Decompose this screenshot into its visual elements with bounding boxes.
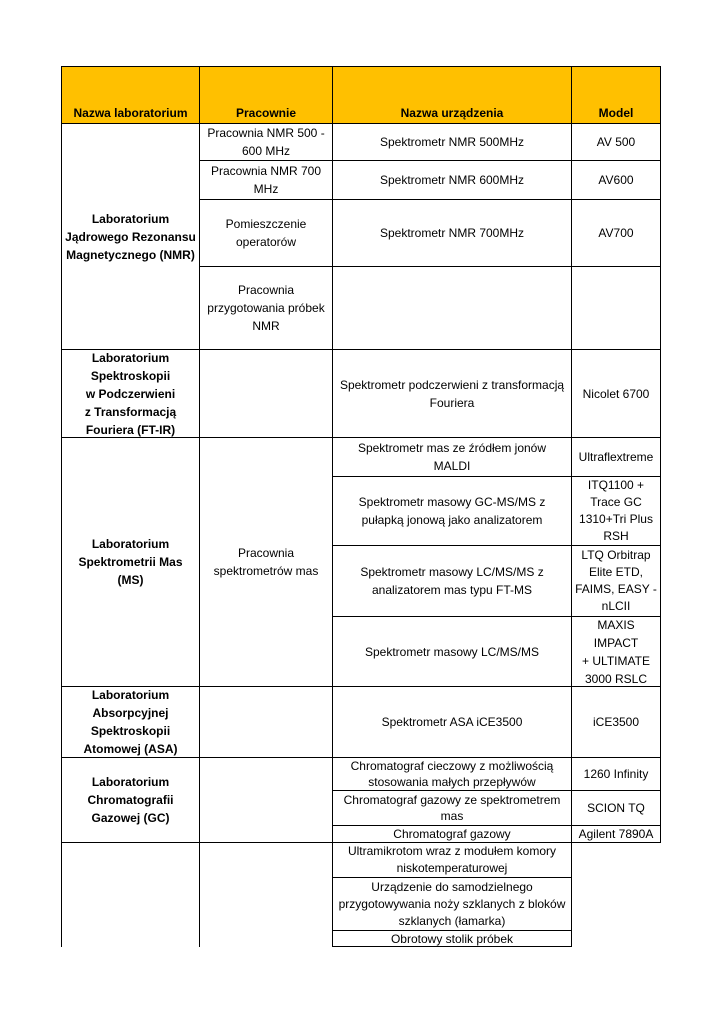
device-row: Spektrometr masowy LC/MS/MS z analizatorem mas typu FT-MS [360,565,544,597]
device-row: Spektrometr NMR 700MHz [379,226,525,240]
room-nmr-sample-prep: Pracownia przygotowania próbek NMR [207,283,325,333]
lab-ftir: Laboratorium Spektroskopii w Podczerwieni z Transformacją Fouriera (FT-IR) [84,350,177,437]
model-cell: LTQ Orbitrap Elite ETD, FAIMS, EASY - nLCII [575,548,657,613]
grid-line [332,825,661,826]
model-cell: AV600 [598,173,634,187]
grid-line [199,160,661,161]
model-cell: SCION TQ [587,801,645,815]
grid-line [332,930,572,931]
device-row: Spektrometr NMR 600MHz [379,173,525,187]
device-row: Spektrometr mas ze źródłem jonów MALDI [357,441,547,473]
header-model: Model [572,66,660,123]
model-cell: Agilent 7890A [578,827,654,841]
model-cell: Nicolet 6700 [582,386,650,401]
grid-line [199,66,200,947]
grid-line [332,790,661,791]
lab-ms: Laboratorium Spektrometrii Mas (MS) [78,537,183,587]
device-row: Spektrometr masowy GC-MS/MS z pułapką jonową jako analizatorem [358,495,546,527]
model-cell: iCE3500 [592,715,640,729]
room-nmr-700: Pracownia NMR 700 MHz [210,164,322,196]
model-cell: MAXIS IMPACT + ULTIMATE 3000 RSLC [582,617,650,686]
grid-line [332,877,572,878]
model-cell: ITQ1100 + Trace GC 1310+Tri Plus RSH [579,478,653,543]
device-row: Spektrometr ASA iCE3500 [381,715,523,729]
lab-unnamed [62,843,199,947]
lab-nmr: Laboratorium Jądrowego Rezonansu Magnetycznego (NMR) [65,211,196,262]
grid-line [332,66,333,947]
room-nmr-500-600: Pracownia NMR 500 - 600 MHz [207,126,325,158]
device-row: Chromatograf gazowy ze spektrometrem mas [343,793,561,823]
device-row: Obrotowy stolik próbek [390,932,514,946]
device-row: Chromatograf gazowy [393,827,511,841]
model-cell: AV700 [598,226,634,240]
lab-asa: Laboratorium Absorpcyjnej Spektroskopii Atomowej (ASA) [83,688,178,756]
grid-line [199,199,661,200]
grid-line [332,476,661,477]
device-row: Spektrometr masowy LC/MS/MS [364,644,540,659]
model-cell: AV 500 [596,135,636,149]
device-row: Urządzenie do samodzielnego przygotowywania noży szklanych z bloków szklanych (łamarka) [338,879,566,928]
lab-gc: Laboratorium Chromatografii Gazowej (GC) [87,775,174,825]
grid-line [571,66,572,947]
device-row: Spektrometr NMR 500MHz [379,135,525,149]
grid-line [660,66,661,843]
room-operators: Pomieszczenie operatorów [225,217,307,249]
grid-line [332,946,572,947]
grid-line [61,66,62,947]
header-device-name: Nazwa urządzenia [333,66,571,123]
grid-line [199,266,661,267]
model-cell: Ultraflextreme [578,450,654,464]
grid-line [332,545,661,546]
header-lab-name: Nazwa laboratorium [62,66,199,123]
model-cell: 1260 Infinity [583,767,649,781]
grid-line [332,616,661,617]
device-row: Spektrometr podczerwieni z transformacją Fouriera [339,377,565,410]
device-row: Ultramikrotom wraz z modułem komory niskotemperaturowej [347,844,557,875]
room-mass-spectrometers: Pracownia spektrometrów mas [213,546,319,578]
header-rooms: Pracownie [200,66,332,123]
device-row: Chromatograf cieczowy z możliwością stosowania małych przepływów [350,759,554,789]
